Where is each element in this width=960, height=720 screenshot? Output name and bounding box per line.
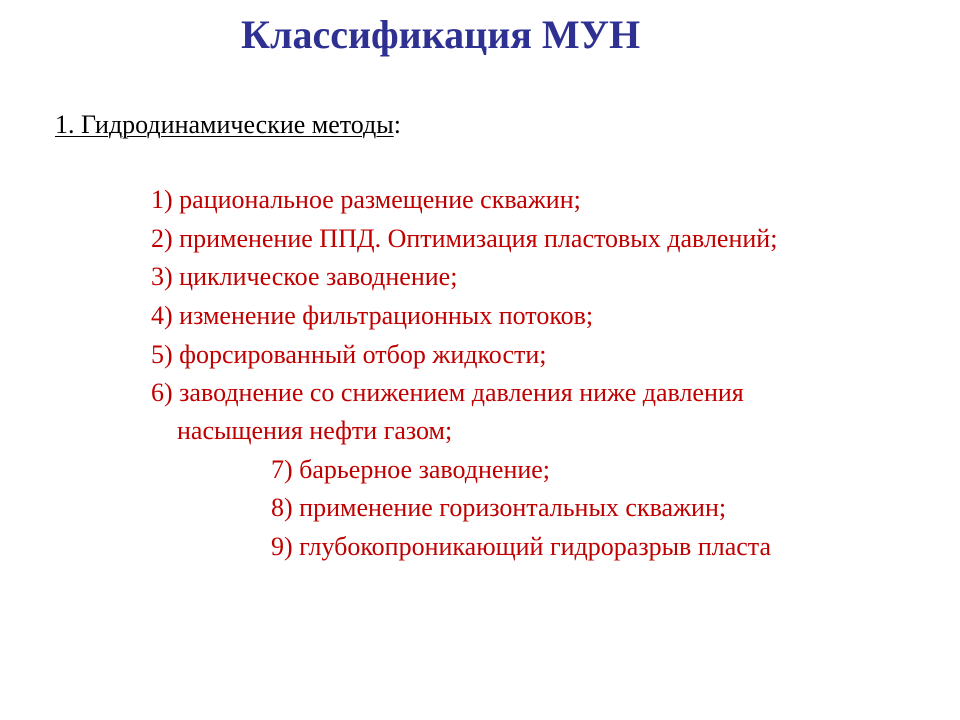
method-item-9: 9) глубокопроникающий гидроразрыв пласта xyxy=(271,532,772,561)
method-item-3: 3) циклическое заводнение; xyxy=(151,262,458,291)
method-item-7: 7) барьерное заводнение; xyxy=(271,455,551,484)
section-heading xyxy=(55,108,401,142)
method-item-8: 8) применение горизонтальных скважин; xyxy=(271,493,727,522)
method-item-1: 1) рациональное размещение скважин; xyxy=(151,185,581,214)
method-item-6-continuation: насыщения нефти газом; xyxy=(177,416,453,445)
method-item-6: 6) заводнение со снижением давления ниже давления xyxy=(151,378,744,407)
method-item-5: 5) форсированный отбор жидкости; xyxy=(151,340,547,369)
method-item-2: 2) применение ППД. Оптимизация пластовых давлений; xyxy=(151,224,778,253)
section-heading-label: 1. Гидродинамические методы xyxy=(55,110,394,139)
slide-title: Классификация МУН xyxy=(241,12,641,57)
method-item-4: 4) изменение фильтрационных потоков; xyxy=(151,301,594,330)
section-heading-colon: : xyxy=(393,110,401,139)
